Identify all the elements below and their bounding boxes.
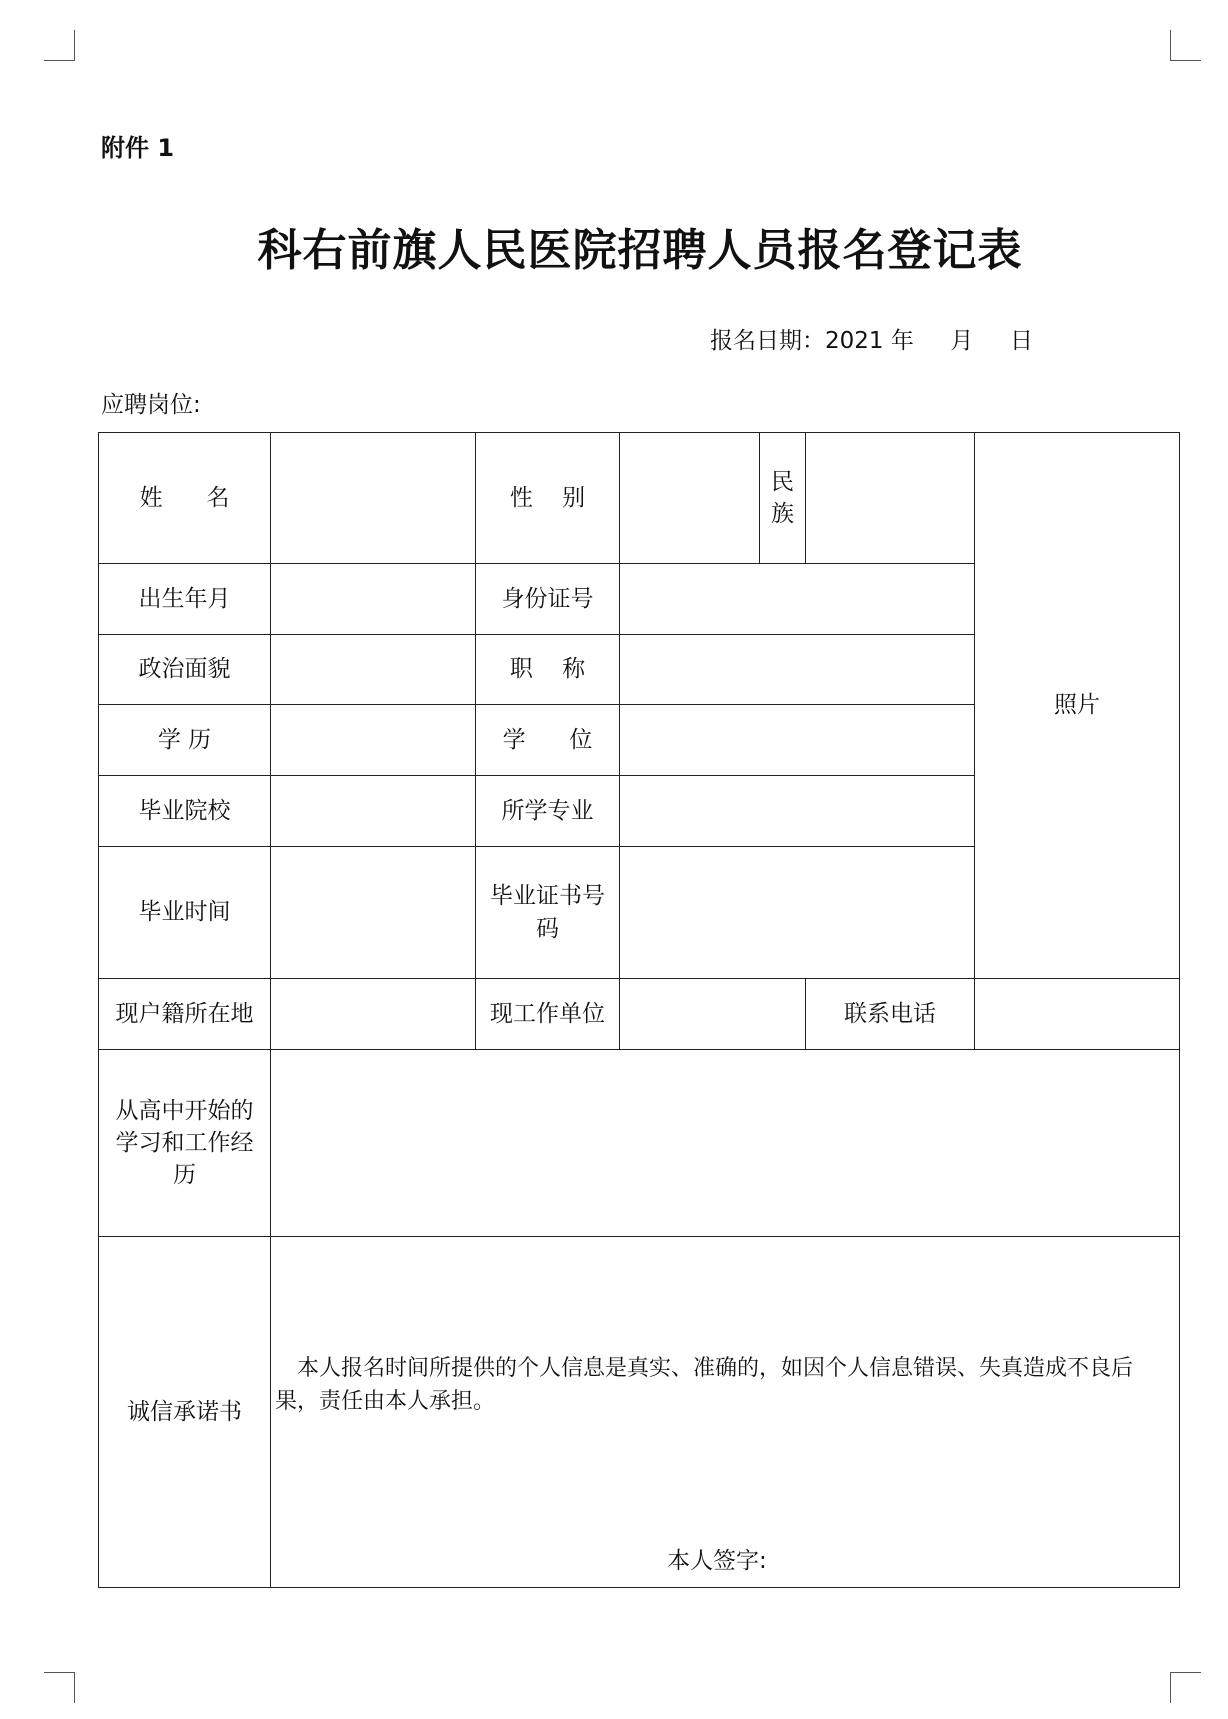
degree-label: 学 位 — [475, 704, 619, 775]
professional-title-field[interactable] — [619, 634, 974, 704]
degree-field[interactable] — [619, 704, 974, 775]
crop-mark-bottom-right — [1170, 1672, 1201, 1703]
promise-box — [270, 1236, 1180, 1588]
birth-label: 出生年月 — [98, 563, 270, 634]
photo-box[interactable] — [974, 432, 1180, 978]
page-title: 科右前旗人民医院招聘人员报名登记表 — [257, 225, 1023, 276]
major-label: 所学专业 — [475, 775, 619, 846]
birth-field[interactable] — [270, 563, 475, 634]
gender-field[interactable] — [619, 432, 759, 563]
certificate-number-field[interactable] — [619, 846, 974, 978]
hukou-label: 现户籍所在地 — [98, 978, 270, 1049]
gender-label: 性 别 — [475, 432, 619, 563]
promise-text: 本人报名时间所提供的个人信息是真实、准确的，如因个人信息错误、失真造成不良后果，责任由本人承担。 — [275, 1356, 1134, 1414]
phone-field[interactable] — [974, 978, 1180, 1049]
professional-title-label: 职 称 — [475, 634, 619, 704]
education-field[interactable] — [270, 704, 475, 775]
education-label: 学 历 — [98, 704, 270, 775]
history-field[interactable] — [270, 1049, 1180, 1236]
position-label: 应聘岗位: — [101, 392, 201, 418]
crop-mark-top-right — [1170, 30, 1201, 61]
promise-label: 诚信承诺书 — [98, 1236, 270, 1588]
employer-label: 现工作单位 — [475, 978, 619, 1049]
name-label: 姓 名 — [98, 432, 270, 563]
id-number-field[interactable] — [619, 563, 974, 634]
registration-date: 报名日期：2021 年 月 日 — [710, 328, 1033, 354]
school-label: 毕业院校 — [98, 775, 270, 846]
phone-label: 联系电话 — [805, 978, 974, 1049]
id-number-label: 身份证号 — [475, 563, 619, 634]
school-field[interactable] — [270, 775, 475, 846]
crop-mark-top-left — [44, 30, 75, 61]
attachment-label: 附件 1 — [101, 134, 175, 162]
certificate-number-label: 毕业证书号码 — [475, 846, 619, 978]
history-label: 从高中开始的学习和工作经历 — [98, 1049, 270, 1236]
grad-time-field[interactable] — [270, 846, 475, 978]
ethnicity-label: 民 族 — [759, 432, 805, 563]
grad-time-label: 毕业时间 — [98, 846, 270, 978]
major-field[interactable] — [619, 775, 974, 846]
ethnicity-field[interactable] — [805, 432, 974, 563]
hukou-field[interactable] — [270, 978, 475, 1049]
name-field[interactable] — [270, 432, 475, 563]
registration-form — [98, 432, 1180, 1588]
politics-field[interactable] — [270, 634, 475, 704]
signature-label: 本人签字: — [667, 1548, 767, 1574]
crop-mark-bottom-left — [44, 1672, 75, 1703]
employer-field[interactable] — [619, 978, 805, 1049]
politics-label: 政治面貌 — [98, 634, 270, 704]
photo-label: 照片 — [1054, 692, 1100, 719]
